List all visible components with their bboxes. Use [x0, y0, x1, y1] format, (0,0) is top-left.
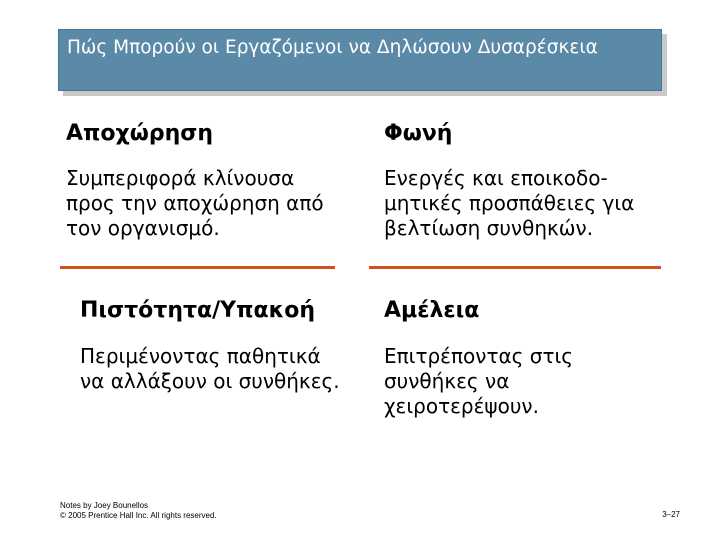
divider-right: [369, 266, 661, 269]
page-number: 3–27: [662, 510, 680, 519]
footer-notes: [60, 501, 217, 521]
quadrant-heading-voice: Φωνή: [384, 121, 453, 146]
quadrant-heading-loyalty: Πιστότητα/Υπακοή: [80, 298, 316, 323]
divider-left: [60, 266, 335, 269]
slide-title: Πώς Μπορούν οι Εργαζόμενοι να Δηλώσουν Δυσαρέσκεια: [58, 29, 662, 91]
quadrant-heading-neglect: Αμέλεια: [384, 298, 480, 323]
quadrant-description-neglect: Επιτρέποντας στις συνθήκες να χειροτερέψουν.: [384, 344, 573, 418]
footer-copyright: © 2005 Prentice Hall Inc. All rights reserved.: [60, 511, 217, 520]
footer-author: Notes by Joey Bounellos: [60, 501, 149, 510]
quadrant-description-exit: Συμπεριφορά κλίνουσα προς την αποχώρηση από τον οργανισμό.: [66, 166, 324, 240]
quadrant-description-loyalty: Περιμένοντας παθητικά να αλλάξουν οι συνθήκες.: [80, 344, 340, 393]
quadrant-heading-exit: Αποχώρηση: [66, 121, 214, 146]
quadrant-description-voice: Ενεργές και εποικοδο- μητικές προσπάθειες για βελτίωση συνθηκών.: [384, 166, 635, 240]
